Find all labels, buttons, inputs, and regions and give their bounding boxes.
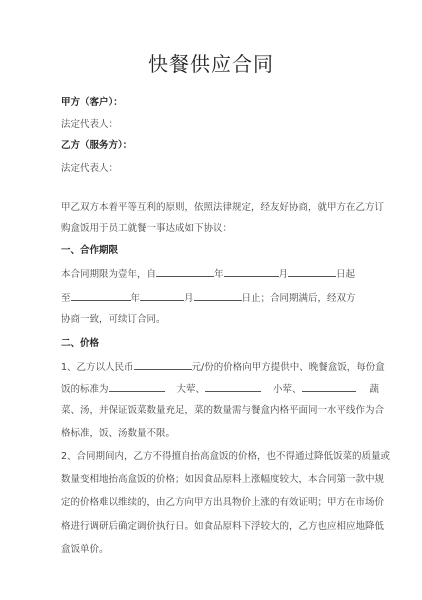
term-line-1 (61, 266, 371, 281)
intro-line-2: 购盒饭用于员工就餐一事达成如下协议： (61, 223, 233, 234)
party-b-representative: 法定代表人： (61, 163, 119, 174)
price-text: 大荤、 (176, 384, 206, 395)
term-text: 至 (61, 293, 71, 304)
term-text: 日起 (336, 269, 356, 280)
term-text: 年 (214, 269, 224, 280)
price2-line-3: 定的价格难以维续的，由乙方向甲方出具物价上涨的有效证明；甲方在市场价 (61, 497, 385, 508)
price-line-2 (61, 381, 380, 396)
price-line-3: 菜、汤，并保证饭菜数量充足，菜的数量需与餐盒内格平面同一水平线作为合 (61, 405, 385, 416)
party-b-label: 乙方（服务方）： (61, 140, 133, 151)
intro-line-1: 甲乙双方本着平等互利的原则，依照法律规定，经友好协商，就甲方在乙方订 (61, 202, 385, 213)
price2-line-5: 盒饭单价。 (61, 544, 109, 555)
term-line-2 (61, 290, 371, 305)
price2-line-1: 2、合同期间内，乙方不得擅自抬高盒饭的价格，也不得通过降低饭菜的质量或 (61, 451, 391, 462)
term-text: 日止；合同期满后，经双方 (241, 293, 356, 304)
section-price-heading: 二、价格 (61, 338, 100, 349)
blank-field[interactable] (140, 290, 184, 301)
blank-field[interactable] (224, 266, 279, 277)
party-a-representative: 法定代表人： (61, 119, 119, 130)
document-title: 快餐供应合同 (148, 52, 274, 76)
term-text: 本合同期限为壹年，自 (61, 269, 157, 280)
price2-line-4: 格进行调研后确定调价执行日。如食品原料下浮较大的，乙方也应相应地降低 (61, 521, 385, 532)
price-line-4: 格标准，饭、汤数量不限。 (61, 428, 176, 439)
blank-field[interactable] (71, 290, 131, 301)
price2-line-2: 数量变相地抬高盒饭的价格；如因食品原料上涨幅度较大，本合同第一款中规 (61, 474, 385, 485)
price-text: 蔬 (369, 384, 380, 395)
price-line-1 (61, 359, 385, 374)
blank-field[interactable] (109, 381, 165, 392)
blank-field[interactable] (194, 290, 242, 301)
price-text: 元/份的价格向甲方提供中、晚餐盒饭，每份盒 (191, 362, 385, 373)
term-text: 月 (184, 293, 194, 304)
term-text: 年 (130, 293, 141, 304)
blank-field[interactable] (156, 266, 214, 277)
blank-field[interactable] (302, 381, 356, 392)
term-text: 月 (278, 269, 289, 280)
blank-field[interactable] (134, 359, 192, 370)
term-line-3: 协商一致，可续订合同。 (61, 314, 166, 325)
section-term-heading: 一、合作期限 (61, 245, 119, 256)
party-a-label: 甲方（客户）： (61, 97, 123, 108)
price-text: 饭的标准为 (61, 384, 109, 395)
blank-field[interactable] (288, 266, 336, 277)
blank-field[interactable] (205, 381, 261, 392)
price-text: 1、乙方以人民币 (61, 362, 134, 373)
price-text: 小荤、 (273, 384, 302, 395)
